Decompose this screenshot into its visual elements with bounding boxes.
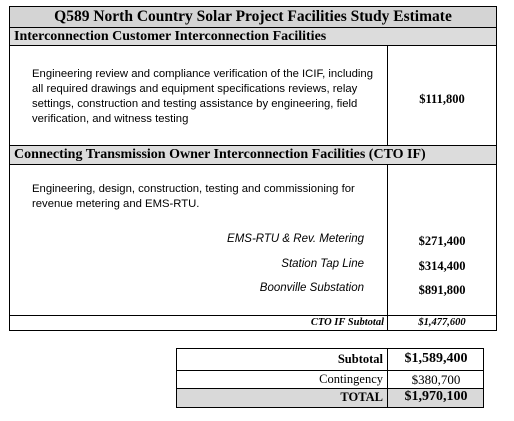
summary-subtotal-label: Subtotal bbox=[337, 352, 383, 366]
summary-row-divider bbox=[176, 370, 484, 371]
section-header-cto-if: Connecting Transmission Owner Interconnection Facilities (CTO IF) bbox=[9, 145, 497, 165]
item-amount-ems-rtu: $271,400 bbox=[418, 234, 466, 248]
summary-total-label: TOTAL bbox=[340, 390, 383, 404]
icif-amount: $111,800 bbox=[419, 92, 465, 106]
section-header-icif: Interconnection Customer Interconnection Facilities bbox=[9, 27, 497, 46]
subtotal-divider bbox=[9, 315, 497, 316]
cto-if-description: Engineering, design, construction, testing and commissioning for revenue metering and EMS-RTU. bbox=[32, 183, 355, 210]
icif-description: Engineering review and compliance verification of the ICIF, including all required drawings and equipment specifications reviews, relay settings, construction and testing assistance by engineering, field verification, and witness testing bbox=[32, 68, 373, 125]
item-amount-boonville-substation: $891,800 bbox=[418, 283, 466, 297]
summary-subtotal-amount: $1,589,400 bbox=[404, 351, 468, 366]
item-label-ems-rtu: EMS-RTU & Rev. Metering bbox=[227, 233, 364, 245]
summary-total-amount: $1,970,100 bbox=[404, 389, 468, 404]
item-amount-station-tap-line: $314,400 bbox=[418, 259, 466, 273]
summary-contingency-amount: $380,700 bbox=[411, 372, 461, 387]
cto-if-subtotal-amount: $1,477,600 bbox=[418, 317, 466, 328]
item-label-boonville-substation: Boonville Substation bbox=[259, 282, 364, 294]
page-title: Q589 North Country Solar Project Facilities Study Estimate bbox=[9, 6, 497, 28]
item-label-station-tap-line: Station Tap Line bbox=[281, 258, 364, 270]
summary-contingency-label: Contingency bbox=[319, 372, 383, 386]
cto-if-subtotal-label: CTO IF Subtotal bbox=[310, 317, 384, 328]
